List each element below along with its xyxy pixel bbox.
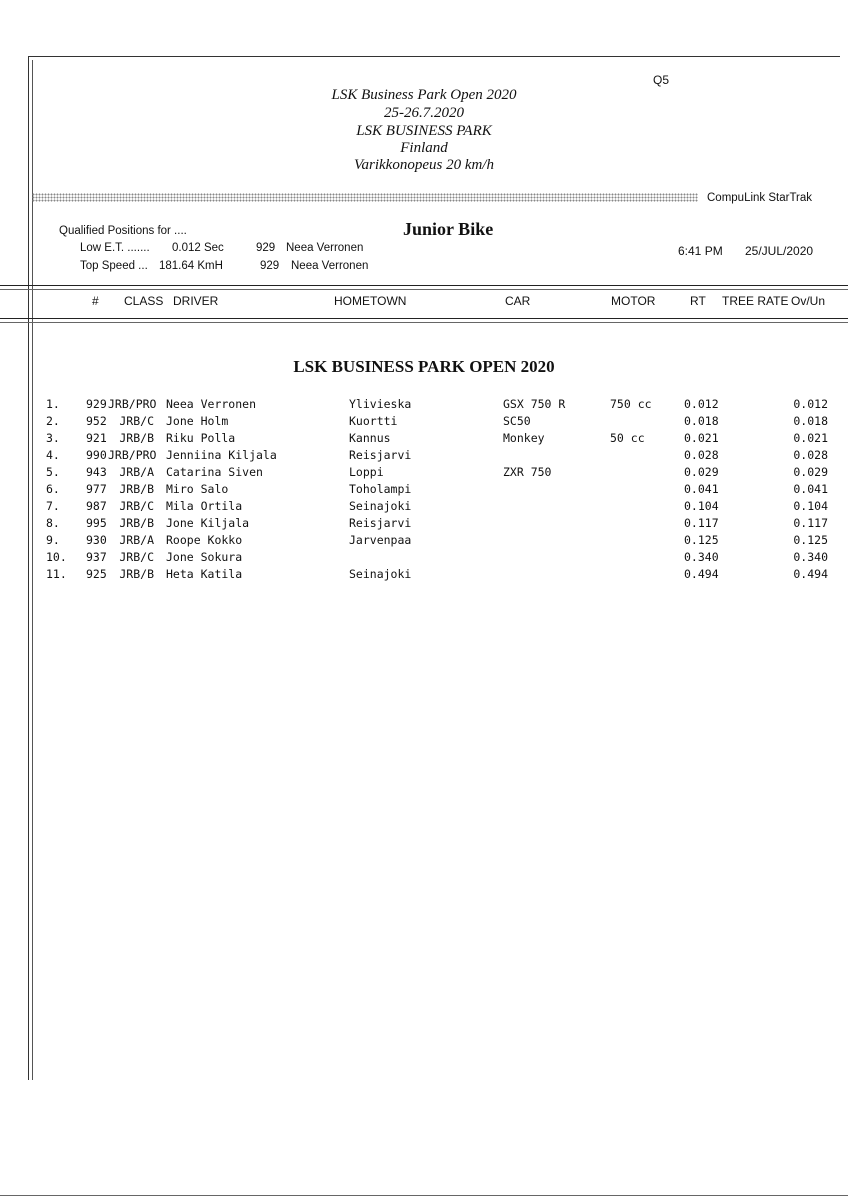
- report-date: 25/JUL/2020: [745, 244, 814, 258]
- col-class: CLASS: [124, 294, 164, 308]
- cell-rt: 0.021: [684, 431, 719, 445]
- cell-position: 5.: [46, 465, 60, 479]
- event-title: LSK Business Park Open 2020: [331, 87, 517, 103]
- col-motor: MOTOR: [611, 294, 656, 308]
- top-speed-value: 181.64 KmH: [159, 260, 223, 272]
- col-tree-rate: TREE RATE: [722, 294, 789, 308]
- cell-driver: Heta Katila: [166, 567, 243, 581]
- cell-position: 7.: [46, 499, 60, 513]
- cell-rt: 0.125: [684, 533, 719, 547]
- table-row: [0, 533, 848, 550]
- table-row: [0, 465, 848, 482]
- cell-driver: Jone Holm: [166, 414, 229, 428]
- cell-rt: 0.340: [684, 550, 719, 564]
- table-row: [0, 482, 848, 499]
- cell-number: 921: [86, 431, 107, 445]
- table-row: [0, 431, 848, 448]
- header-rule-top-inner: [0, 289, 848, 290]
- header-rule-bottom: [0, 318, 848, 319]
- col-number: #: [92, 294, 99, 308]
- brand-label: CompuLink StarTrak: [707, 192, 813, 204]
- col-car: CAR: [505, 294, 531, 308]
- col-hometown: HOMETOWN: [334, 294, 407, 308]
- cell-number: 977: [86, 482, 107, 496]
- cell-ovun: 0.104: [793, 499, 828, 513]
- low-et-number: 929: [256, 242, 276, 254]
- cell-driver: Miro Salo: [166, 482, 229, 496]
- section-title: LSK BUSINESS PARK OPEN 2020: [293, 357, 555, 376]
- cell-number: 995: [86, 516, 107, 530]
- class-title: Junior Bike: [403, 219, 494, 239]
- cell-position: 1.: [46, 397, 60, 411]
- cell-class: JRB/C: [119, 414, 154, 428]
- col-rt: RT: [690, 294, 706, 308]
- table-row: [0, 550, 848, 567]
- cell-number: 952: [86, 414, 107, 428]
- cell-hometown: Ylivieska: [349, 397, 412, 411]
- cell-driver: Roope Kokko: [166, 533, 243, 547]
- top-speed-name: Neea Verronen: [291, 260, 369, 272]
- low-et-name: Neea Verronen: [286, 242, 364, 254]
- cell-motor: 750 cc: [610, 397, 652, 411]
- qualified-label: Qualified Positions for ....: [59, 225, 187, 237]
- cell-class: JRB/B: [119, 482, 154, 496]
- cell-ovun: 0.117: [793, 516, 828, 530]
- cell-rt: 0.117: [684, 516, 719, 530]
- cell-motor: 50 cc: [610, 431, 645, 445]
- cell-hometown: Toholampi: [349, 482, 412, 496]
- table-row: [0, 448, 848, 465]
- cell-rt: 0.028: [684, 448, 719, 462]
- cell-position: 11.: [46, 567, 67, 581]
- cell-rt: 0.494: [684, 567, 719, 581]
- cell-driver: Riku Polla: [166, 431, 236, 445]
- cell-hometown: Kuortti: [349, 414, 398, 428]
- cell-ovun: 0.041: [793, 482, 828, 496]
- cell-class: JRB/B: [119, 431, 154, 445]
- result-code: Q5: [653, 73, 670, 87]
- event-pit-speed: Varikkonopeus 20 km/h: [354, 157, 494, 173]
- cell-driver: Neea Verronen: [166, 397, 257, 411]
- dotted-separator: [32, 193, 698, 202]
- cell-number: 943: [86, 465, 107, 479]
- event-dates: 25-26.7.2020: [384, 105, 464, 121]
- cell-position: 4.: [46, 448, 60, 462]
- cell-driver: Mila Ortila: [166, 499, 243, 513]
- cell-position: 3.: [46, 431, 60, 445]
- cell-hometown: Seinajoki: [349, 567, 412, 581]
- cell-position: 9.: [46, 533, 60, 547]
- table-row: [0, 414, 848, 431]
- cell-car: SC50: [503, 414, 531, 428]
- results-table: [0, 397, 848, 584]
- cell-ovun: 0.494: [793, 567, 828, 581]
- cell-hometown: Loppi: [349, 465, 384, 479]
- cell-number: 990: [86, 448, 107, 462]
- cell-ovun: 0.012: [793, 397, 828, 411]
- page-bottom-line: [0, 1195, 848, 1196]
- header-rule-bottom-inner: [0, 322, 848, 323]
- top-speed-number: 929: [260, 260, 280, 272]
- cell-hometown: Reisjarvi: [349, 448, 412, 462]
- cell-position: 2.: [46, 414, 60, 428]
- cell-position: 6.: [46, 482, 60, 496]
- cell-driver: Jone Sokura: [166, 550, 243, 564]
- cell-car: GSX 750 R: [503, 397, 566, 411]
- cell-number: 937: [86, 550, 107, 564]
- cell-hometown: Reisjarvi: [349, 516, 412, 530]
- cell-class: JRB/A: [119, 533, 154, 547]
- cell-rt: 0.029: [684, 465, 719, 479]
- cell-ovun: 0.028: [793, 448, 828, 462]
- cell-rt: 0.018: [684, 414, 719, 428]
- cell-ovun: 0.021: [793, 431, 828, 445]
- table-row: [0, 397, 848, 414]
- cell-car: Monkey: [503, 431, 545, 445]
- cell-driver: Catarina Siven: [166, 465, 263, 479]
- top-speed-label: Top Speed ...: [80, 260, 148, 272]
- cell-hometown: Jarvenpaa: [349, 533, 412, 547]
- cell-position: 10.: [46, 550, 67, 564]
- event-country: Finland: [400, 140, 448, 156]
- col-driver: DRIVER: [173, 294, 219, 308]
- cell-number: 987: [86, 499, 107, 513]
- cell-class: JRB/A: [119, 465, 154, 479]
- cell-position: 8.: [46, 516, 60, 530]
- cell-driver: Jenniina Kiljala: [166, 448, 277, 462]
- frame-top-line: [28, 56, 840, 57]
- cell-hometown: Kannus: [349, 431, 391, 445]
- event-venue: LSK BUSINESS PARK: [356, 123, 492, 139]
- cell-ovun: 0.018: [793, 414, 828, 428]
- cell-class: JRB/C: [119, 550, 154, 564]
- cell-number: 930: [86, 533, 107, 547]
- table-row: [0, 499, 848, 516]
- cell-ovun: 0.029: [793, 465, 828, 479]
- cell-car: ZXR 750: [503, 465, 552, 479]
- cell-class: JRB/B: [119, 516, 154, 530]
- cell-ovun: 0.125: [793, 533, 828, 547]
- cell-class: JRB/PRO: [108, 448, 157, 462]
- table-row: [0, 567, 848, 584]
- cell-ovun: 0.340: [793, 550, 828, 564]
- report-time: 6:41 PM: [678, 244, 723, 258]
- cell-rt: 0.104: [684, 499, 719, 513]
- cell-number: 925: [86, 567, 107, 581]
- cell-class: JRB/PRO: [108, 397, 157, 411]
- cell-class: JRB/C: [119, 499, 154, 513]
- header-rule-top: [0, 285, 848, 286]
- low-et-label: Low E.T. .......: [80, 242, 150, 254]
- low-et-value: 0.012 Sec: [172, 242, 224, 254]
- cell-class: JRB/B: [119, 567, 154, 581]
- table-row: [0, 516, 848, 533]
- cell-hometown: Seinajoki: [349, 499, 412, 513]
- cell-number: 929: [86, 397, 107, 411]
- cell-rt: 0.012: [684, 397, 719, 411]
- col-ovun: Ov/Un: [791, 294, 826, 308]
- cell-rt: 0.041: [684, 482, 719, 496]
- cell-driver: Jone Kiljala: [166, 516, 250, 530]
